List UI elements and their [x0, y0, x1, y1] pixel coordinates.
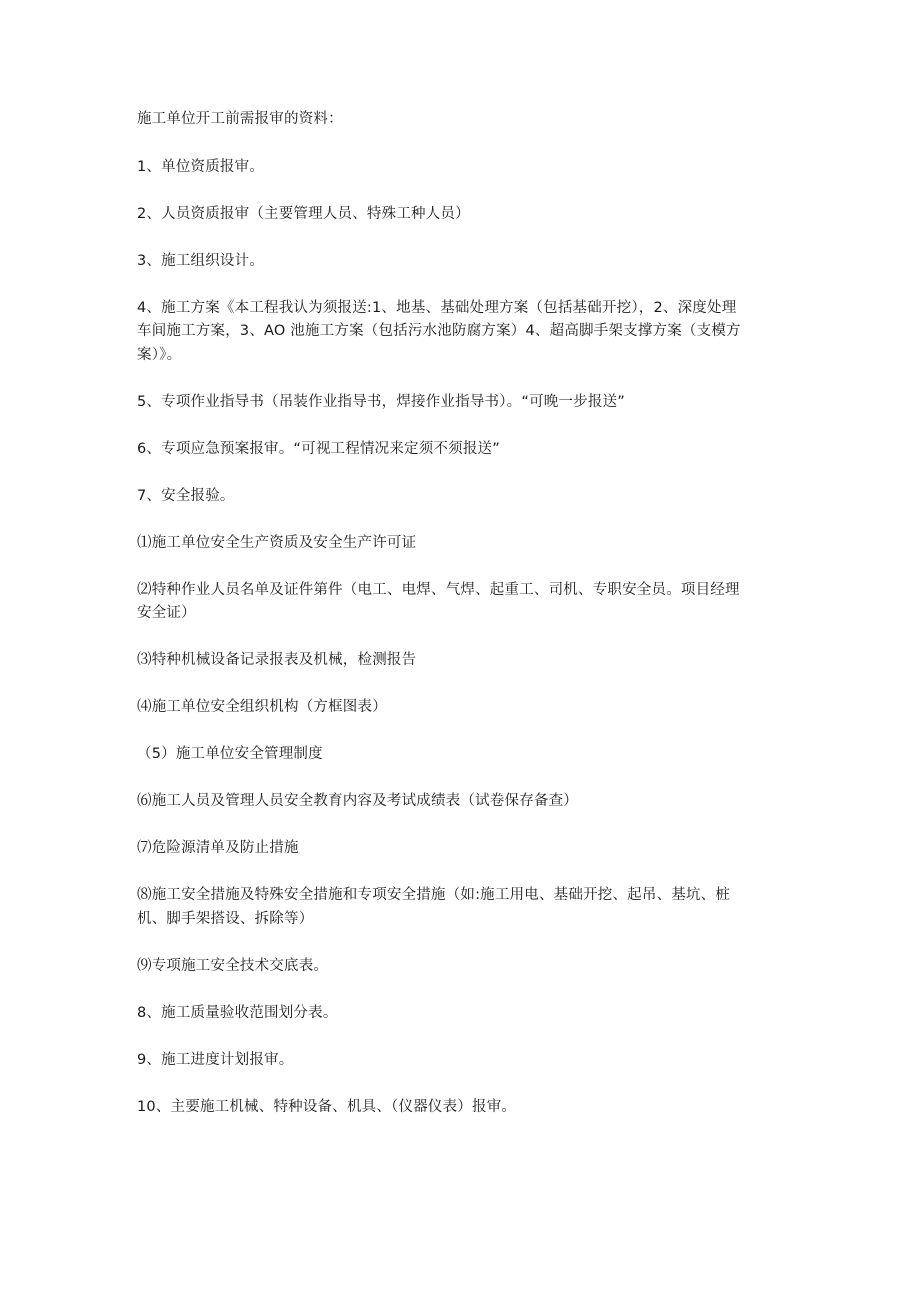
document-title: 施工单位开工前需报审的资料： — [137, 111, 343, 127]
sub-list-item: ⑶特种机械设备记录报表及机械，检测报告 — [137, 652, 417, 668]
sub-list-item: ⑹施工人员及管理人员安全教育内容及考试成绩表（试卷保存备查） — [137, 793, 578, 809]
list-item: 8、施工质量验收范围划分表。 — [137, 1004, 338, 1021]
sub-list-item: ⑺危险源清单及防止措施 — [137, 840, 299, 856]
list-item: 6、专项应急预案报审。“可视工程情况来定须不须报送” — [137, 440, 500, 457]
list-item: 7、安全报验。 — [137, 487, 235, 504]
sub-list-item: ⑴施工单位安全生产资质及安全生产许可证 — [137, 534, 417, 551]
list-item: 2、人员资质报审（主要管理人员、特殊工种人员） — [137, 205, 470, 222]
sub-list-item: ⑷施工单位安全组织机构（方框图表） — [137, 699, 387, 715]
sub-list-item: （5）施工单位安全管理制度 — [137, 746, 323, 762]
list-item: 1、单位资质报审。 — [137, 158, 265, 175]
list-item: 5、专项作业指导书（吊装作业指导书，焊接作业指导书）。“可晚一步报送” — [137, 393, 625, 410]
sub-list-item: ⑼专项施工安全技术交底表。 — [137, 957, 329, 974]
list-item: 4、施工方案《本工程我认为须报送:1、地基、基础处理方案（包括基础开挖），2、深度处理车间施工方案，3、AO 池施工方案（包括污水池防腐方案）4、超高脚手架支撑方案（支模方案）》。 — [137, 299, 741, 363]
sub-list-item: ⑻施工安全措施及特殊安全措施和专项安全措施（如:施工用电、基础开挖、起吊、基坑、桩机、脚手架搭设、拆除等） — [137, 887, 731, 927]
list-item: 9、施工进度计划报审。 — [137, 1051, 294, 1068]
list-item: 3、施工组织设计。 — [137, 252, 265, 269]
list-item: 10、主要施工机械、特种设备、机具、（仪器仪表）报审。 — [137, 1098, 517, 1115]
document-body — [137, 108, 747, 1143]
sub-list-item: ⑵特种作业人员名单及证件第件（电工、电焊、气焊、起重工、司机、专职安全员。项目经理安全证） — [137, 581, 740, 621]
